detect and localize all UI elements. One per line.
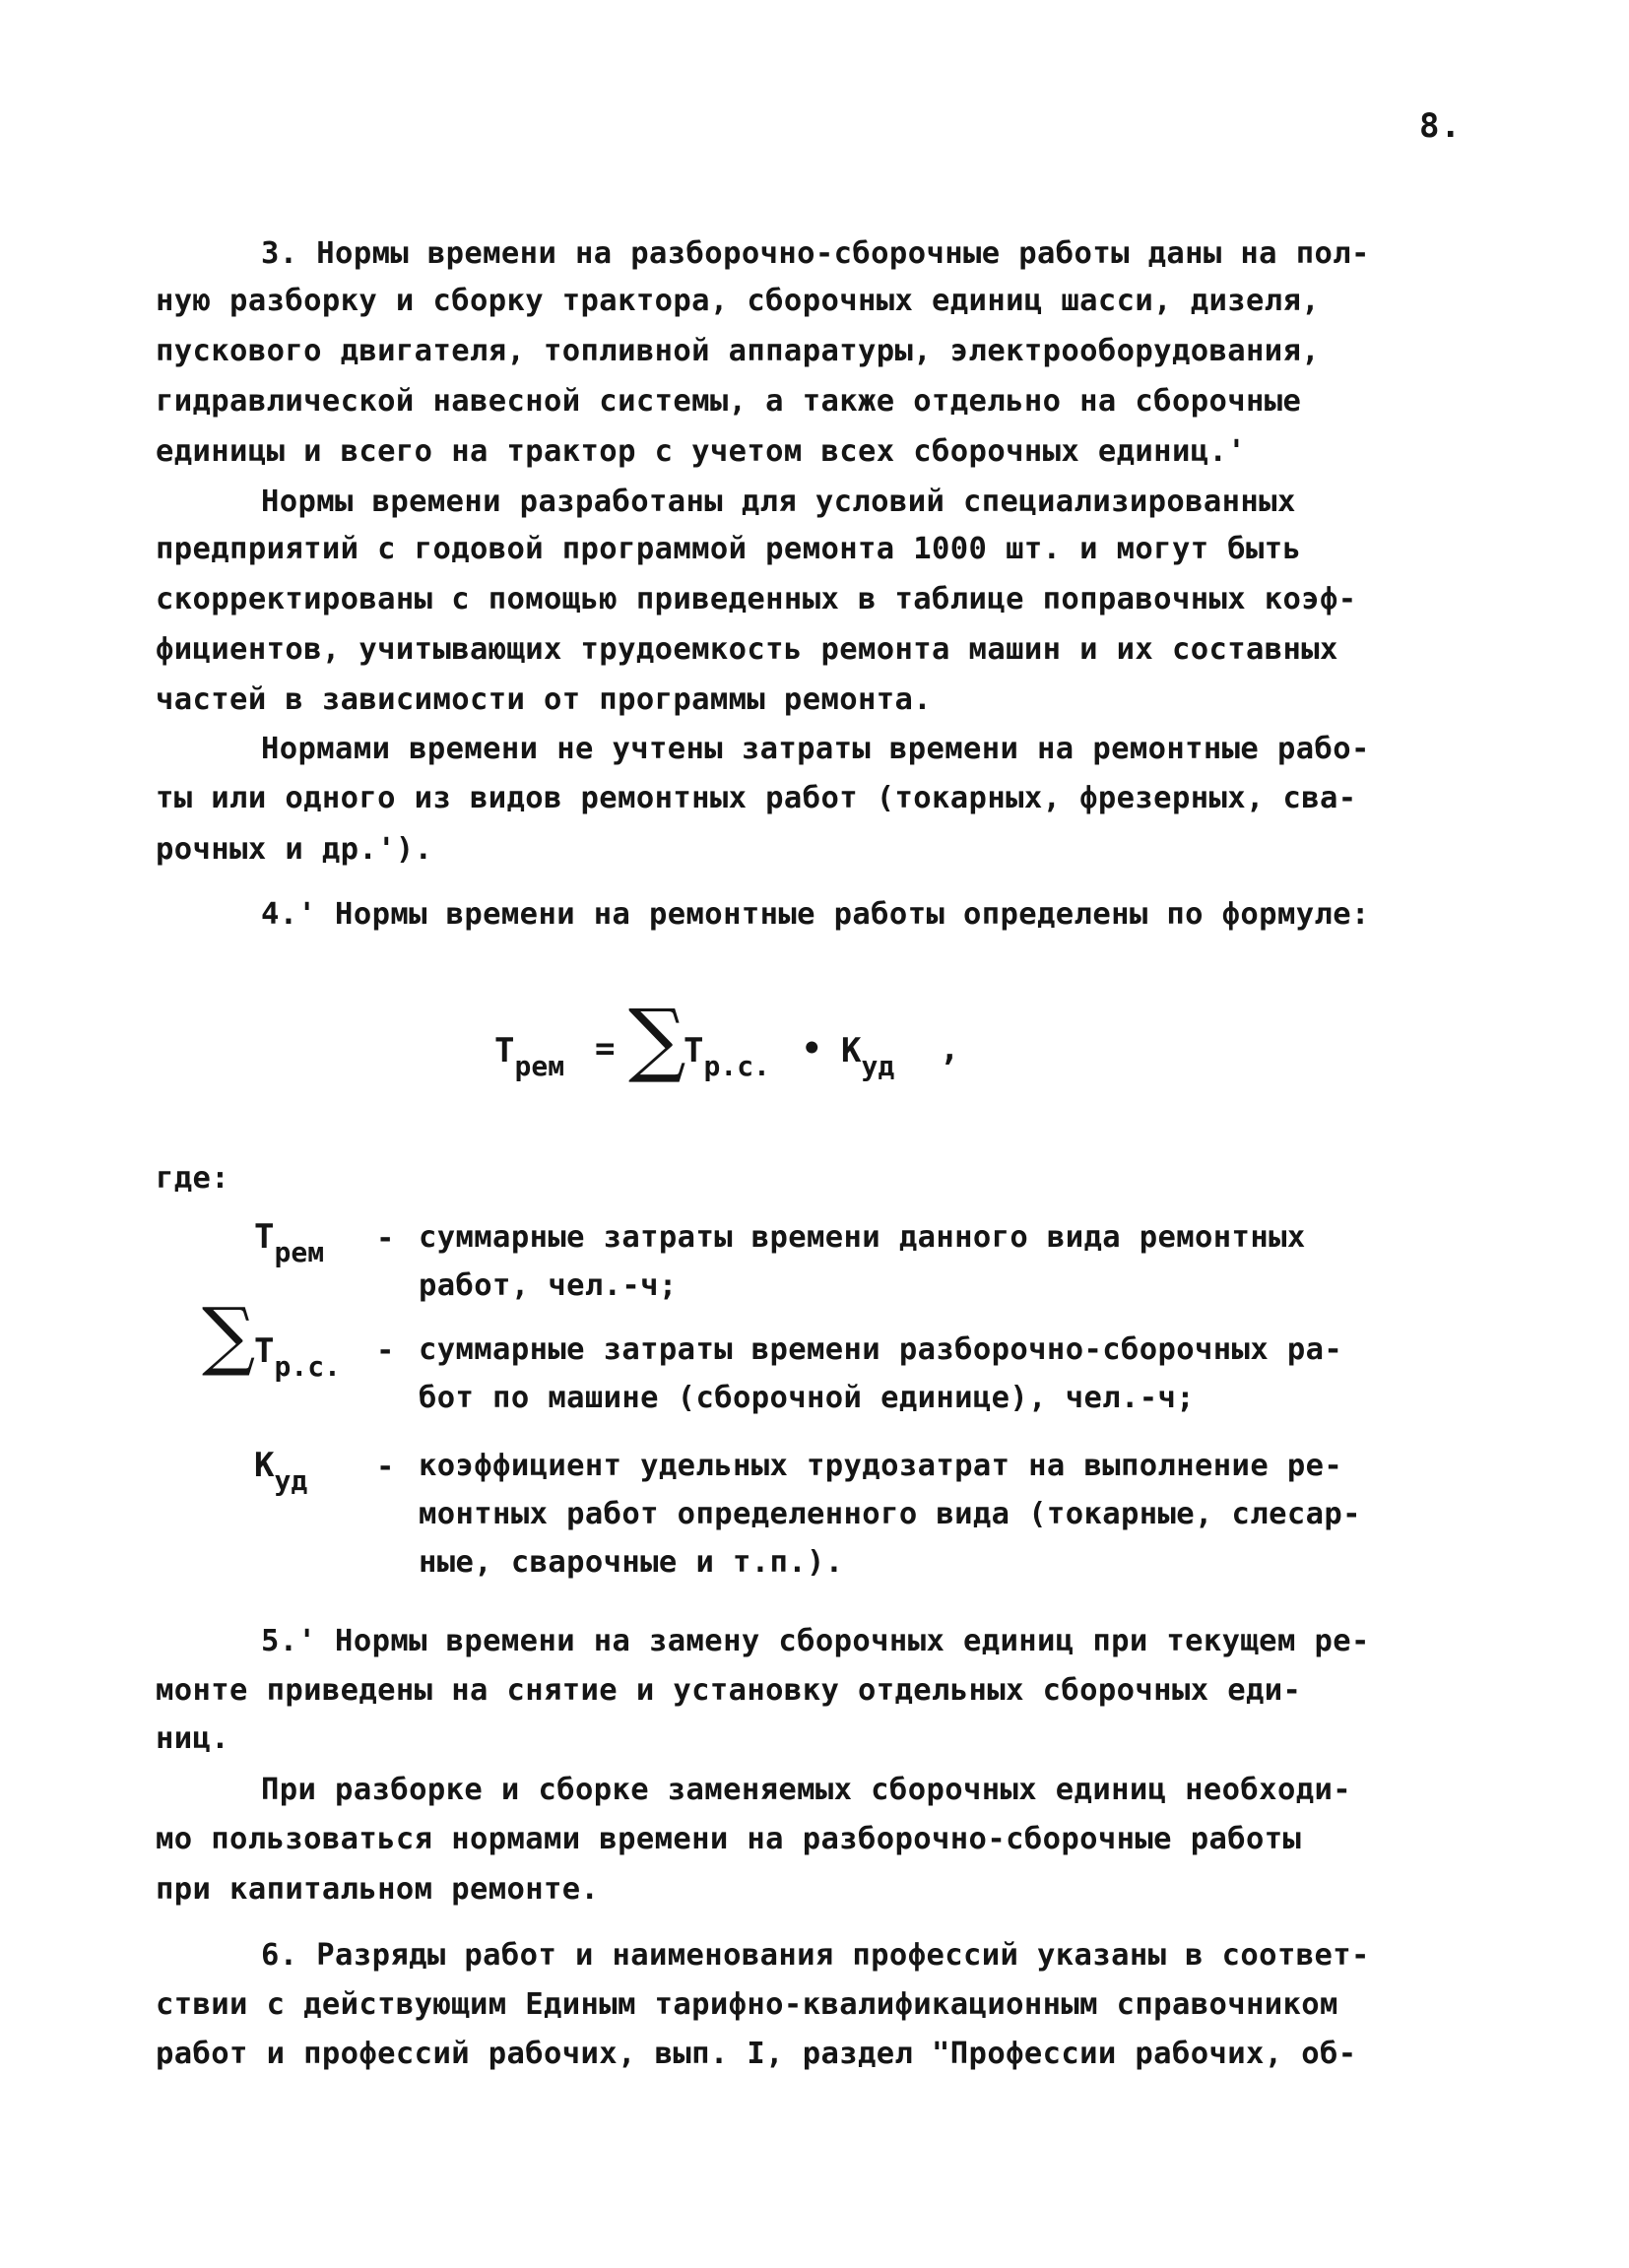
legend-text-2: суммарные затраты времени разборочно-сборочных ра- бот по машине (сборочной единице), чел.-ч;: [419, 1332, 1343, 1415]
formula-equals: =: [595, 1029, 616, 1069]
s5-p2-line-2: мо пользоваться нормами времени на разборочно-сборочные работы: [156, 1822, 1302, 1856]
s3-line-3: пускового двигателя, топливной аппаратуры, электрооборудования,: [156, 334, 1321, 368]
s3-line-2: ную разборку и сборку трактора, сборочных единиц шасси, дизеля,: [156, 284, 1321, 318]
s3-p2-line-1: Нормы времени разработаны для условий специализированных: [261, 485, 1296, 519]
s4-intro: 4.' Нормы времени на ремонтные работы определены по формуле:: [261, 897, 1370, 932]
s5-line-1: 5.' Нормы времени на замену сборочных единиц при текущем ре-: [261, 1624, 1370, 1658]
legend-text-3: коэффициент удельных трудозатрат на выполнение ре- монтных работ определенного вида (токарные, слесар- ные, сварочные и т.п.).: [419, 1449, 1361, 1580]
s3-p3-line-1: Нормами времени не учтены затраты времени на ремонтные рабо-: [261, 732, 1370, 766]
s3-p3-line-3: рочных и др.').: [156, 832, 433, 867]
legend-symbol-kud: $К_{уд}$: [254, 1446, 308, 1497]
s3-line-5: единицы и всего на трактор с учетом всех сборочных единиц.': [156, 434, 1246, 469]
formula-dot: •: [802, 1029, 822, 1069]
s6-line-3: работ и профессий рабочих, вып. I, раздел "Профессии рабочих, об-: [156, 2037, 1357, 2071]
formula-term: $Т_{р.с.}$: [684, 1031, 770, 1082]
s3-p2-line-5: частей в зависимости от программы ремонта.: [156, 682, 933, 717]
formula-comma: ,: [940, 1029, 960, 1069]
s5-line-2: монте приведены на снятие и установку отдельных сборочных еди-: [156, 1673, 1302, 1708]
s5-p2-line-3: при капитальном ремонте.: [156, 1872, 600, 1907]
legend-dash-3: -: [376, 1450, 395, 1484]
s3-line-4: гидравлической навесной системы, а также отдельно на сборочные: [156, 384, 1302, 419]
legend-sigma-icon: ∑: [202, 1291, 256, 1379]
s3-p2-line-3: скорректированы с помощью приведенных в таблице поправочных коэф-: [156, 582, 1357, 616]
s6-line-2: ствии с действующим Единым тарифно-квалификационным справочником: [156, 1987, 1338, 2022]
s6-line-1: 6. Разряды работ и наименования профессий указаны в соответ-: [261, 1938, 1370, 1973]
s5-line-3: ниц.: [156, 1721, 230, 1756]
s5-p2-line-1: При разборке и сборке заменяемых сборочных единиц необходи-: [261, 1773, 1351, 1807]
page-number: 8.: [1419, 106, 1462, 146]
s3-p2-line-4: фициентов, учитывающих трудоемкость ремонта машин и их составных: [156, 632, 1338, 667]
legend-dash-1: -: [376, 1221, 395, 1256]
sigma-icon: ∑: [628, 993, 686, 1086]
s3-p2-line-2: предприятий с годовой программой ремонта 1000 шт. и могут быть: [156, 532, 1302, 566]
formula-lhs: $Т_{рем}$: [494, 1031, 565, 1082]
legend-symbol-trs: $Т_{р.с.}$: [254, 1331, 341, 1383]
formula: [494, 993, 1007, 1108]
legend-symbol-trem: $Т_{рем}$: [254, 1217, 325, 1268]
where-label: где:: [156, 1161, 230, 1196]
formula-k: $К_{уд}$: [841, 1031, 895, 1082]
legend-text-1: суммарные затраты времени данного вида ремонтных работ, чел.-ч;: [419, 1220, 1306, 1303]
legend-dash-2: -: [376, 1333, 395, 1368]
s3-line-1: 3. Нормы времени на разборочно-сборочные работы даны на пол-: [261, 236, 1370, 271]
s3-p3-line-2: ты или одного из видов ремонтных работ (токарных, фрезерных, сва-: [156, 781, 1357, 815]
